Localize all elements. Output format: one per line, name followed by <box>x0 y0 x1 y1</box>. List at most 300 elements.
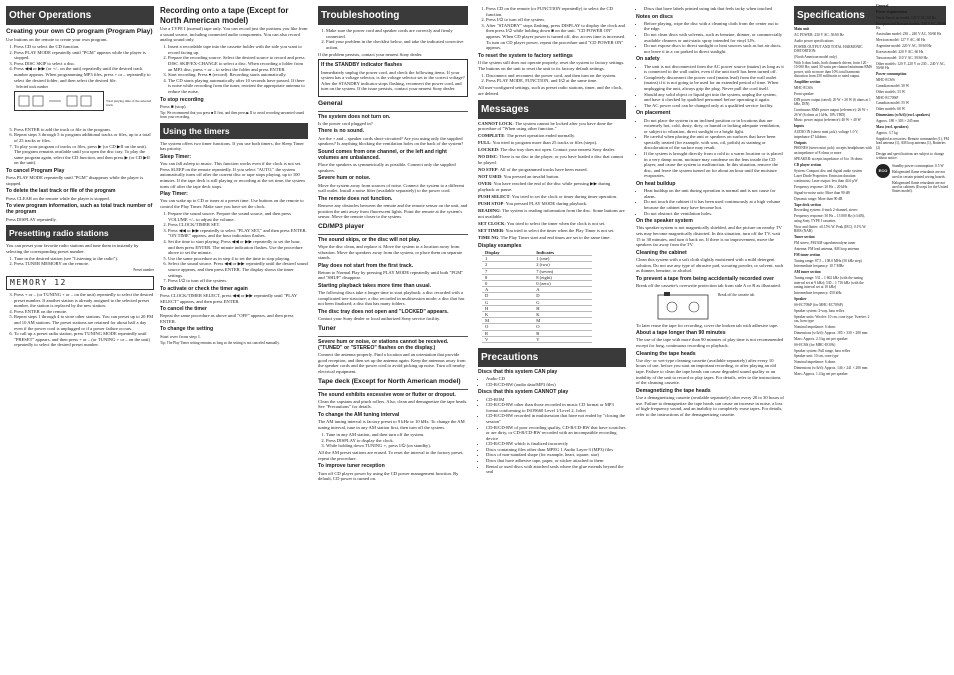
discs-cannot-cont <box>636 6 784 12</box>
heat-title: On heat buildup <box>636 181 676 188</box>
message-item: SET TIMER: You tried to select the timer when the Play Timer is not set. <box>478 228 615 234</box>
list-item: • CD-R/CD-RW recorded in multisession that have not ended by "closing the session" <box>486 413 626 424</box>
spec-line: North American model: 120 V AC, 60 Hz <box>876 15 936 20</box>
message-item: SET CLOCK: You tried to select the timer when the clock is not set. <box>478 220 606 226</box>
spec-line: Mexican model: 127 V AC, 60 Hz <box>876 37 926 42</box>
message-code: COMPLETE <box>478 133 505 139</box>
step-item: 3. After "STANDBY" stops flashing, press DISPLAY to display the clock and then press I/⏻ while holding down ■ on the unit. "CD POWER ON" appears. When CD player power is turned off, disc access time is increased. To turn on CD player power, repeat the procedure until "CD POWER ON" appears. <box>486 23 626 51</box>
table-cell: R <box>533 330 592 336</box>
spec-line: Wow and flutter: ±0.15% W. Peak (IEC), 0.1% W. RMS (NAB) <box>794 224 867 234</box>
message-item: TIME NG: The Play Timer start and end times are set to the same time. <box>478 235 611 241</box>
message-item: COMPLETE: The preset operation ended normally. <box>478 133 576 139</box>
message-item: NOT USED: You pressed an invalid button. <box>478 174 560 180</box>
list-item: • Discs that have labels printed using ink that feels tacky when touched <box>644 6 784 12</box>
standby-box-text: Immediately unplug the power cord, and check the following items. If your system has a voltage selector, is the voltage selector set to the correct voltage? After the STANDBY indicator stops flashing, reconnect the power cord, and turn on the system. If the issue persists, contact your nearest Sony dealer. <box>321 69 465 92</box>
tape90-text: The use of the tape with more than 90 minutes of play time is not recommended except for long, continuous recording or playback. <box>636 337 784 348</box>
col-precautions-cont <box>636 6 784 419</box>
col-messages-precautions <box>478 6 626 476</box>
prevent-record-after: To later reuse the tape for recording, cover the broken tab with adhesive tape. <box>636 322 779 328</box>
list-item: • Audio CD <box>486 376 626 382</box>
section-header-other-operations: Other Operations <box>6 6 154 25</box>
message-code: SET CLOCK <box>478 220 505 226</box>
list-item: • Before playing, wipe the disc with a cleaning cloth from the center out to the edge. <box>644 21 784 32</box>
notes-discs-list <box>636 21 784 55</box>
table-cell: H <box>533 305 592 311</box>
spec-line: PHONES (stereo mini jack): accepts headphones with an impedance of 8 ohms or more <box>794 146 872 155</box>
troubleshooting-steps <box>318 28 468 50</box>
spec-line: MHC-EC69i <box>794 85 813 90</box>
col-other-operations <box>6 6 154 350</box>
troubleshooting-after: If the problem persists, contact your nearest Sony dealer. <box>318 51 423 57</box>
spec-line: Frequency response: 50 Hz – 13 000 Hz (±3 dB), using Sony TYPE I cassettes <box>794 214 865 223</box>
sleep-timer-title: Sleep Timer: <box>160 153 192 160</box>
table-cell: A <box>482 287 533 293</box>
cdmp3-items <box>318 237 468 322</box>
step-item: 3. While holding down TUNING +, press I/⏻ (on standby). <box>326 443 468 449</box>
spec-line: Amplifier section <box>794 80 821 85</box>
cassette-tab-caption: Break off the cassette tab <box>718 292 755 297</box>
step-item: 5. Repeat steps 1 through 4 to store other stations. You can preset up to 20 FM and 10 AM stations. The preset stations are retained for about half a day even if the power cord is unplugged or if a power failure occurs. <box>14 314 154 331</box>
table-cell: R <box>482 330 533 336</box>
spec-line: Dimensions (w/h/d): Approx. 146 × 241 × 200 mm <box>794 366 868 371</box>
step-item: 1. Prepare the sound source. Prepare the sound source, and then press VOLUME +/– to adjust the volume. <box>168 211 308 222</box>
total-time-caption: Total playing time of the selected track <box>106 98 152 107</box>
play-timer-steps <box>160 211 308 284</box>
step-item: 3. Press ◀◀ or ▶▶ repeatedly to select "PLAY SET," and then press ENTER. "ON TIME" appears, and the hour indication flashes. <box>168 228 308 239</box>
general-items <box>318 114 468 220</box>
table-cell: H <box>482 305 533 311</box>
message-code: CANNOT LOCK <box>478 120 513 126</box>
problem-remedy: Place the speakers as symmetrically as possible. Connect only the supplied speakers. <box>318 162 456 173</box>
cd-power-steps <box>478 6 626 51</box>
problem-title: The disc tray does not open and "LOCKED" appears. <box>318 309 449 316</box>
message-item: NO STEP: All of the programmed tracks have been erased. <box>478 167 588 173</box>
list-item: • CD-R/CD-RW other than those recorded in music CD format or MP3 format conforming to ISO9660 Level 1/Level 2, Joliet <box>486 402 626 413</box>
eco-line: Halogenated flame retardants are not used in cabinets (Except for the United States model). <box>892 180 949 194</box>
list-item: • Do not place the system in an inclined position or in locations that are extremely hot, cold, dusty, dirty, or humid or lacking adequate ventilation, or subject to vibration, direct sunlight or a bright light. <box>644 118 784 135</box>
step-item: 4. Set the time to start playing. Press ◀◀ or ▶▶ repeatedly to set the hour, and then press ENTER. The minute indication flashes. Use the procedure above to set the minute. <box>168 239 308 256</box>
cabinet-text: Clean this system with a soft cloth slightly moistened with a mild detergent solution. Do not use any type of abrasive pad, scouring powder, or solvent, such as thinner, benzine, or alcohol. <box>636 257 784 274</box>
placement-list <box>636 118 784 180</box>
spec-line: Nominal impedance: 6 ohms <box>794 360 836 365</box>
message-code: NO STEP <box>478 167 498 173</box>
table-cell: 0 (zero) <box>533 280 592 286</box>
demagnetize-text: Use a demagnetizing cassette (available separately) after every 20 to 30 hours of use. Failure to demagnetize the tape heads can cause an increase in noise, a loss of high-frequency sound, and an inability to completely erase tapes. For details, refer to the instructions of the demagnetizing cassette. <box>636 394 784 417</box>
spec-line: Recording system: 4-track 2-channel, stereo <box>794 208 858 213</box>
spec-line: Intermediate frequency: 10.7 MHz <box>794 264 844 269</box>
tape-header: Tape deck (Except for North American model) <box>318 377 461 385</box>
message-item: FULL: You tried to program more than 25 tracks or files (steps). <box>478 140 598 146</box>
message-desc: You tried to select the timer when the clock is not set. <box>506 220 606 226</box>
list-item: • Heat buildup on the unit during operation is normal and is not cause for alarm. <box>644 188 784 199</box>
list-item: • Discs that have adhesive tape, paper, or sticker attached to them <box>486 458 626 464</box>
spec-line: AUDIO IN (stereo mini jack): voltage 1.0 V, impedance 47 kilohms <box>794 130 859 139</box>
problem-remedy: Connect the antenna properly. Find a location and an orientation that provide good reception, and then set up the antenna again. Keep the antennas away from the speaker cords and the power cord to avoid picking up noise. Turn off nearby electrical equipment. <box>318 352 466 375</box>
spec-line: MHC-EC69i <box>876 77 895 82</box>
list-item: • Be careful when placing the unit or speakers on surfaces that have been specially treated (for example, with wax, oil, polish) as staining or discoloration of the surface may result. <box>644 134 784 151</box>
table-cell: D <box>482 293 533 299</box>
change-setting-text: Start over from step 1. <box>160 333 202 339</box>
am-interval-steps <box>318 432 468 449</box>
message-desc: There is no disc in the player, or you have loaded a disc that cannot be played. <box>478 154 624 166</box>
spec-line: Power consumption <box>876 71 907 76</box>
message-code: OVER <box>478 181 492 187</box>
spec-line: Other models: 120 V, 220 V or 230 – 240 V AC, 50/60 Hz <box>876 61 946 70</box>
factory-reset-after: All user-configured settings, such as preset radio stations, timer, and the clock, are deleted. <box>478 85 623 96</box>
track-display-illustration <box>6 85 154 125</box>
problem-remedy: Contact your Sony dealer or local authorized Sony service facility. <box>318 316 441 322</box>
track-number-caption: Selected track number <box>16 84 49 89</box>
spec-line: Speaker system: 2-way, bass reflex <box>794 308 845 313</box>
message-desc: You pressed an invalid button. <box>503 174 560 180</box>
preset-intro: You can preset your favorite radio stations and tune them in instantly by selecting the corresponding preset number. <box>6 243 139 254</box>
heat-list <box>636 188 784 216</box>
preset-steps <box>6 256 154 267</box>
preset-steps-b <box>6 292 154 348</box>
spec-line: Tape deck section <box>794 202 822 207</box>
step-item: 2. Press CLOCK/TIMER SET. <box>168 222 308 228</box>
message-code: FULL <box>478 140 491 146</box>
step-item: 2. Prepare the recording source. Select the desired source to record and press DISC SKIP/EX-CHANGE to select a disc. When recording a folder from an MP3 disc, press + or – to select the folder and press ENTER. <box>168 55 308 72</box>
spec-line: Continuous RMS power output (reference): 26 W + 26 W (6 ohms at 1 kHz, 10% THD) <box>794 108 869 117</box>
table-cell: 0 <box>482 280 533 286</box>
step-item: 4. Press ◀◀ or ▶▶ (or +/– on the unit) repeatedly until the desired track number appears. When programming MP3 files, press + or – repeatedly to select the desired folder, and then select the desired file. <box>14 66 154 83</box>
section-header-precautions: Precautions <box>478 348 626 367</box>
table-cell: K <box>482 311 533 317</box>
recording-header: Recording onto a tape (Except for North American model) <box>160 6 289 25</box>
delete-track-text: Press CLEAR on the remote while the player is stopped. <box>6 195 110 201</box>
spec-line: Intermediate frequency: 450 kHz <box>794 291 842 295</box>
spec-line: Tuning range: 531 – 1 602 kHz (with the tuning interval set at 9 kHz); 530 – 1 710 kHz (with the tuning interval set at 10 kHz) <box>794 276 864 290</box>
message-code: NOT USED <box>478 174 502 180</box>
spec-line: With 6 ohm loads, both channels driven, from 120 - 10 000 Hz; rated 30 watts per channel minimum RMS power, with no more than 10% total harmonic distortion from 250 milliwatts to rated output. <box>794 60 872 79</box>
step-item: 1. Disconnect and reconnect the power cord, and then turn on the system. <box>486 73 626 79</box>
table-header: Display <box>482 250 533 256</box>
step-item: 2. Press I/⏻ to turn off the system. <box>486 17 626 23</box>
spec-line: Dimensions (w/h/d): Approx. 185 × 330 × 200 mm <box>794 330 868 335</box>
spec-line: Audio power specifications <box>794 38 834 43</box>
step-item: 3. Start recording. Press ● (record). Recording starts automatically. <box>168 72 308 78</box>
problem-remedy: Wipe the disc clean, and replace it. Move the system to a location away from vibration. Move the speakers away from the system, or place them on separate stands. <box>318 243 463 261</box>
message-item: OVER: You have reached the end of the disc while pressing ▶▶ during playback or pause. <box>478 181 611 192</box>
activate-timer-title: To activate or check the timer again <box>160 285 248 292</box>
problem-remedy: Are the + and – speaker cords short-circuited? Are you using only the supplied speakers? Is anything blocking the ventilation holes on the back of the system? <box>318 135 464 147</box>
problem-title: The sound exhibits excessive wow or flutter or dropout. <box>318 391 456 398</box>
message-code: NO DISC <box>478 154 498 160</box>
table-cell: 7 (seven) <box>533 268 592 274</box>
discs-can-list <box>478 376 626 387</box>
stop-recording-title: To stop recording <box>160 96 204 103</box>
tape90-title: About a tape longer than 90 minutes <box>636 330 726 337</box>
list-item: • The unit is not disconnected from the AC power source (mains) as long as it is connected to the wall outlet, even if the unit itself has been turned off. <box>644 64 784 75</box>
problem-remedy: Clean the capstans and pinch rollers. Also, clean and demagnetize the tape heads. See "Precautions" for details. <box>318 398 468 410</box>
recording-steps <box>160 44 308 94</box>
spec-line: Power requirements <box>876 9 908 14</box>
step-item: 2. Press PLAY MODE repeatedly until "PGM" appears while the player is stopped. <box>14 50 154 61</box>
section-header-messages: Messages <box>478 100 626 119</box>
eco-logo-text: ECO <box>878 168 888 174</box>
spec-line: Antenna: FM lead antenna, AM loop antenna <box>794 246 859 251</box>
spec-line: Mass (excl. speakers) <box>876 125 909 130</box>
discs-cannot-list <box>478 397 626 475</box>
spec-line: Laser Diode Properties: Emission duration: continuous; Laser output: less than 44.6 µW <box>794 174 858 183</box>
speaker-title: On the speaker system <box>636 218 693 225</box>
table-cell: K <box>533 311 592 317</box>
message-item: READING: The system is reading information from the disc. Some buttons are not available. <box>478 208 625 219</box>
divider <box>318 389 468 390</box>
discs-can-title: Discs that this system CAN play <box>478 368 558 375</box>
recording-tip: Tip: We recommend that you press ■ II first, and then press ▶ II to avoid recording unwanted sound from your recording. <box>160 110 305 120</box>
spec-line: Speaker <box>794 296 807 301</box>
section-header-troubleshooting: Troubleshooting <box>318 6 468 25</box>
problem-title: The sound skips, or the disc will not play. <box>318 236 421 243</box>
message-desc: The disc tray does not open. Contact your nearest Sony dealer. <box>500 147 616 153</box>
cdmp3-header: CD/MP3 player <box>318 222 365 230</box>
divider <box>318 234 468 235</box>
timers-intro: The system offers two timer functions. If you use both timers, the Sleep Timer has priority. <box>160 140 304 152</box>
list-item: • The AC power cord can be changed only at a qualified service facility. <box>644 103 784 109</box>
cd-program-steps-b <box>6 127 154 166</box>
message-item: PUSH STOP: You pressed PLAY MODE during playback. <box>478 201 588 207</box>
memory-display: MEMORY 12 <box>6 276 154 290</box>
safety-list <box>636 64 784 109</box>
safety-title: On safety <box>636 56 660 63</box>
list-item: • Do not obstruct the ventilation holes. <box>644 211 784 217</box>
table-cell: D <box>533 293 592 299</box>
factory-reset-steps <box>478 73 626 84</box>
spec-line: Mass: Approx. 1.4 kg net per speaker <box>794 372 848 377</box>
prevent-record-title: To prevent a tape from being accidentally recorded over <box>636 275 774 282</box>
message-item: CANNOT LOCK: The system cannot be locked after you have done the procedure of "When using other function." <box>478 120 613 132</box>
list-item: • If the system is brought directly from a cold to a warm location or is placed in a very damp room, moisture may condense on the lens inside the CD player, and cause the system to malfunction. In this situation, remove the disc, and leave the system turned on for about an hour until the moisture evaporates. <box>644 151 784 179</box>
problem-title: Severe hum or noise. <box>318 175 371 182</box>
problem-title: There is no sound. <box>318 128 365 135</box>
list-item: • CD-ROM <box>486 397 626 403</box>
factory-reset-text: If the system still does not operate properly, reset the system to factory settings. The buttons on the unit to reset the unit to its factory default settings. <box>478 59 625 71</box>
step-item: 5. Press ENTER to add the track or file to the program. <box>14 127 154 133</box>
spec-line: Nominal impedance: 6 ohms <box>794 324 836 329</box>
spec-line: SS-EC709iP (for MHC-EC709iP) <box>794 302 843 307</box>
preset-number-caption: Preset number <box>133 268 154 273</box>
placement-title: On placement <box>636 110 671 117</box>
message-desc: The system is reading information from the disc. Some buttons are not available. <box>478 208 625 219</box>
step-item: 2. Press PLAY MODE, FUNCTION, and I/⏻ at the same time. <box>486 78 626 84</box>
spec-line: Outputs <box>794 140 807 145</box>
message-item: NO DISC: There is no disc in the player, or you have loaded a disc that cannot be played. <box>478 154 624 166</box>
table-cell: A <box>533 287 592 293</box>
problem-title: Severe hum or noise, or stations cannot be received. ("TUNED" or "STEREO" flashes on the display.) <box>318 338 449 352</box>
list-item: • CD-R/CD-RW of poor recording quality, CD-R/CD-RW that have scratches or are dirty, or CD-R/CD-RW recorded with an incompatible recording device <box>486 425 626 442</box>
prevent-record-text: Break off the cassette's overwrite protection tab from side A or B as illustrated. <box>636 282 781 288</box>
timer-tip: Tip: The Play Timer setting remains as long as the setting is not canceled manually. <box>160 340 280 345</box>
speaker-text: This speaker system is not magnetically shielded, and the picture on nearby TV sets may become magnetically distorted. In this situation, turn off the TV, wait 15 to 30 minutes, and turn it back on. If there is no improvement, move the speakers far away from the TV. <box>636 225 782 248</box>
step-item: 1. Press CD on the remote (or FUNCTION repeatedly) to select the CD function. <box>486 6 626 17</box>
list-item: • Do not touch the cabinet if it has been used continuously at a high volume because the cabinet may have become hot. <box>644 199 784 210</box>
message-desc: You tried to select the timer when the Play Timer is not set. <box>505 228 615 234</box>
message-desc: You tried to program more than 25 tracks or files (steps). <box>492 140 598 146</box>
cancel-timer-text: Repeat the same procedure as above until "OFF" appears, and then press ENTER. <box>160 313 294 324</box>
cd-program-title: Creating your own CD program (Program Play) <box>6 28 153 35</box>
table-cell: V <box>482 336 533 342</box>
spec-line: Korean model: 220 V AC, 60 Hz <box>876 49 924 54</box>
problem-remedy: Move the system away from sources of noise. Connect the system to a different wall outlet. Install a noise filter (available separately) to the power cord. <box>318 182 465 194</box>
spec-line: Supplied accessories: Remote commander (1), FM lead antenna (1), AM loop antenna (1), Batteries (2) <box>876 136 949 150</box>
spec-line: SS-EC69i (for MHC-EC69i) <box>794 342 836 347</box>
activate-timer-text: Press CLOCK/TIMER SELECT, press ◀◀ or ▶▶ repeatedly until "PLAY SELECT" appears, and then press ENTER. <box>160 292 298 304</box>
cancel-timer-title: To cancel the timer <box>160 306 207 313</box>
spec-line: Canadian model: 50 W <box>876 83 910 88</box>
spec-line: Australian model: 230 – 240 V AC, 50/60 Hz <box>876 32 942 37</box>
track-display-box <box>14 91 104 111</box>
discs-cannot-title: Discs that this system CANNOT play <box>478 389 569 396</box>
message-desc: All of the programmed tracks have been erased. <box>499 167 588 173</box>
display-segments-icon <box>15 92 103 110</box>
message-code: PUSH SELECT <box>478 194 510 200</box>
spec-line: Argentine model: 220 V AC, 50/60 Hz <box>876 43 932 48</box>
message-desc: You have reached the end of the disc while pressing ▶▶ during playback or pause. <box>478 181 611 192</box>
cd-program-intro: Use buttons on the remote to create your own program. <box>6 37 108 42</box>
step-item: 3. Press + or – (or TUNING + or – on the unit) repeatedly to select the desired preset number. If another station is already assigned to the selected preset number, the station is replaced by the new station. <box>14 292 154 309</box>
table-cell: O <box>482 324 533 330</box>
spec-line: Other models: 53 W <box>876 89 906 94</box>
table-cell: 8 <box>482 274 533 280</box>
spec-line: Mass: Approx. 2.3 kg net per speaker <box>794 336 848 341</box>
spec-line: Speaker unit: 10 cm, cone type <box>794 354 839 359</box>
table-cell: 8 (eight) <box>533 274 592 280</box>
problem-title: Play does not start from the first track. <box>318 262 414 269</box>
problem-title: The remote does not function. <box>318 195 393 202</box>
step-item: 6. Repeat steps 3 through 5 to program additional tracks or files, up to a total of 25 tracks or files. <box>14 132 154 143</box>
list-item: • Do not clean discs with solvents, such as benzine, thinner, or commercially available cleaners or anti-static spray intended for vinyl LPs. <box>644 32 784 43</box>
message-desc: You pressed PLAY MODE during playback. <box>505 201 588 207</box>
step-item: 2. Find your problem in the checklist below, and take the indicated corrective action. <box>326 39 468 50</box>
eco-line: Halogenated flame retardants are not used in certain printed wiring boards. <box>892 170 946 179</box>
stop-recording-text: Press ■ (stop). <box>160 103 187 109</box>
spec-line: SPEAKER: accepts impedance of 6 to 16 ohms <box>794 156 863 161</box>
message-code: LOCKED <box>478 147 498 153</box>
problem-title: Sound comes from one channel, or the left and right volumes are unbalanced. <box>318 148 447 161</box>
spec-line: Other models: 60 W <box>876 107 906 112</box>
display-examples-table <box>482 250 592 343</box>
problem-remedy: Remove any obstacles between the remote and the remote sensor on the unit, and position the unit away from fluorescent lights. Point the remote at the system's sensor. Move the remote closer to the system. <box>318 202 468 220</box>
spec-line: FM tuner section <box>794 252 821 257</box>
message-desc: The Play Timer start and end times are set to the same time. <box>500 235 611 241</box>
list-item: • Completely disconnect the power cord (mains lead) from the wall outlet (mains) if it is not going to be used for an extended period of time. When unplugging the unit, always grip the plug. Never pull the cord itself. <box>644 75 784 92</box>
message-code: READING <box>478 208 500 214</box>
spec-line: FM stereo, FM/AM superheterodyne tuner <box>794 240 856 245</box>
am-interval-after: All the AM preset stations are erased. To reset the interval to the factory preset, repeat the procedure. <box>318 450 464 461</box>
col-specifications <box>794 6 872 378</box>
table-header: Indicates <box>533 250 592 256</box>
improve-tuner-text: Turn off CD player power by using the CD power management function. By default, CD power is turned on. <box>318 470 459 482</box>
spec-line: Frequency response: 20 Hz – 20 kHz <box>794 184 848 189</box>
spec-line: Front speaker <box>794 91 814 96</box>
message-code: SET TIMER <box>478 228 504 234</box>
spec-line: CD player section <box>794 162 822 167</box>
general-header: General <box>318 99 343 107</box>
eco-logo <box>876 164 890 178</box>
spec-line: Taiwan model: 110 V AC, 50/60 Hz <box>876 55 928 60</box>
spec-line: System: Compact disc and digital audio system <box>794 168 863 173</box>
eco-lines <box>892 164 950 195</box>
am-interval-title: To change the AM tuning interval <box>318 412 400 419</box>
section-header-presetting: Presetting radio stations <box>6 225 154 241</box>
problem-remedy: The following discs take a longer time to start playback: a disc recorded with a complicated tree structure; a disc recorded in multisession mode; a disc that has not been finalized; a disc that has many folders. <box>318 290 465 307</box>
problem-remedy: Is the power cord plugged in? <box>318 120 373 126</box>
standby-warning-box <box>318 59 468 96</box>
spec-line: Dimensions (w/h/d) (excl. speakers) <box>876 113 931 118</box>
spec-line: Speaker units: Woofer: 10 cm, cone type; Tweeter: 2 cm, horn type <box>794 314 870 324</box>
spec-line: European and Russian models: 230 V AC, 50/60 Hz <box>876 21 946 31</box>
factory-reset-title: To reset the system to factory settings <box>478 52 573 59</box>
eco-block <box>876 164 950 195</box>
problem-title: The system does not turn on. <box>318 113 391 120</box>
spec-line: Design and specifications are subject to change without notice. <box>876 151 945 160</box>
col-troubleshooting <box>318 6 468 483</box>
spec-line: Dynamic range: More than 90 dB <box>794 196 843 201</box>
step-item: 6. Select the sound source. Press ◀◀ or ▶▶ repeatedly until the desired sound source appears, and then press ENTER. The display shows the timer settings. <box>168 261 308 278</box>
spec-main <box>794 27 872 377</box>
view-program-title: To view program information, such as total track number of the program <box>6 203 153 216</box>
am-interval-text: The AM tuning interval is factory preset to 9 kHz or 10 kHz. To change the AM tuning interval, tune in any AM station first, then turn off the system. <box>318 419 465 430</box>
cd-program-steps <box>6 44 154 83</box>
spec-general-title: General <box>876 4 889 8</box>
table-cell: M <box>533 318 592 324</box>
play-timer-title: Play Timer: <box>160 191 188 198</box>
col-specifications-general <box>876 4 950 195</box>
table-cell: 1 (one) <box>533 256 592 262</box>
spec-line: Inputs <box>794 124 804 129</box>
spec-line: Signal-to-noise ratio: More than 90 dB <box>794 190 850 195</box>
step-item: 1. Make sure the power cord and speaker cords are correctly and firmly connected. <box>326 28 468 39</box>
step-item: 7. Press I/⏻ to turn off the system. <box>168 278 308 284</box>
step-item: 4. The CD starts playing automatically after 10 seconds have passed. If there is noise while recording from the tuner, reorient the appropriate antenna to reduce the noise. <box>168 78 308 95</box>
step-item: 1. Tune in the desired station (see "Listening to the radio"). <box>14 256 154 262</box>
clean-heads-text: Use dry- or wet-type cleaning cassette (available separately) after every 10 hours of use, before you start an important recording, or after playing an old tape. Failure to clean the tape heads can cause degraded sound quality or an inability of the unit to record or play tapes. For details, refer to the instructions of the cleaning cassette. <box>636 357 781 386</box>
col-recording-timers <box>160 6 308 347</box>
step-item: 1. Press CD to select the CD function. <box>14 44 154 50</box>
spec-general <box>876 4 950 160</box>
spec-line: (North American model only) <box>794 55 837 60</box>
list-item: • Do not expose discs to direct sunlight or heat sources such as hot air ducts, nor leave it in a car parked in direct sunlight. <box>644 43 784 54</box>
spec-line: Tuning range: 87.5 – 108.0 MHz (50 kHz step) <box>794 258 862 263</box>
cancel-program-title: To cancel Program Play <box>6 167 65 174</box>
spec-line: Speaker system: Full range, bass reflex <box>794 348 851 353</box>
spec-line: AM tuner section <box>794 270 821 275</box>
section-header-timers: Using the timers <box>160 123 308 139</box>
list-item: • Should any solid object or liquid get into the system, unplug the system, and have it checked by qualified personnel before operating it again. <box>644 92 784 103</box>
table-cell: 2 <box>482 262 533 268</box>
step-item: 1. Tune in any AM station, and then turn off the system. <box>326 432 468 438</box>
list-item: • CD-R/CD-RW which is finalized incorrectly <box>486 441 626 447</box>
spec-line: MHC-EC709iP <box>876 95 899 100</box>
cabinet-title: Cleaning the cabinet <box>636 249 687 256</box>
message-desc: The system cannot be locked after you have done the procedure of "When using other function." <box>478 120 613 132</box>
message-item: LOCKED: The disc tray does not open. Contact your nearest Sony dealer. <box>478 147 616 153</box>
notes-discs-title: Notes on discs <box>636 13 673 20</box>
section-header-specifications: Specifications <box>794 6 946 25</box>
cassette-illustration <box>636 291 784 321</box>
divider <box>318 111 468 112</box>
step-item: 5. Use the same procedure as in step 4 to set the time to stop playing. <box>168 256 308 262</box>
divider <box>318 336 468 337</box>
step-item: 2. Press TUNER MEMORY on the remote. <box>14 261 154 267</box>
tuner-header: Tuner <box>318 324 336 332</box>
display-examples-title: Display examples <box>478 242 522 249</box>
spec-line: POWER OUTPUT AND TOTAL HARMONIC DISTORTION: <box>794 44 863 54</box>
spec-line: DIN power output (rated): 20 W + 20 W (6 ohms at 1 kHz, DIN) <box>794 97 871 107</box>
spec-line: Tuner section <box>794 234 815 239</box>
